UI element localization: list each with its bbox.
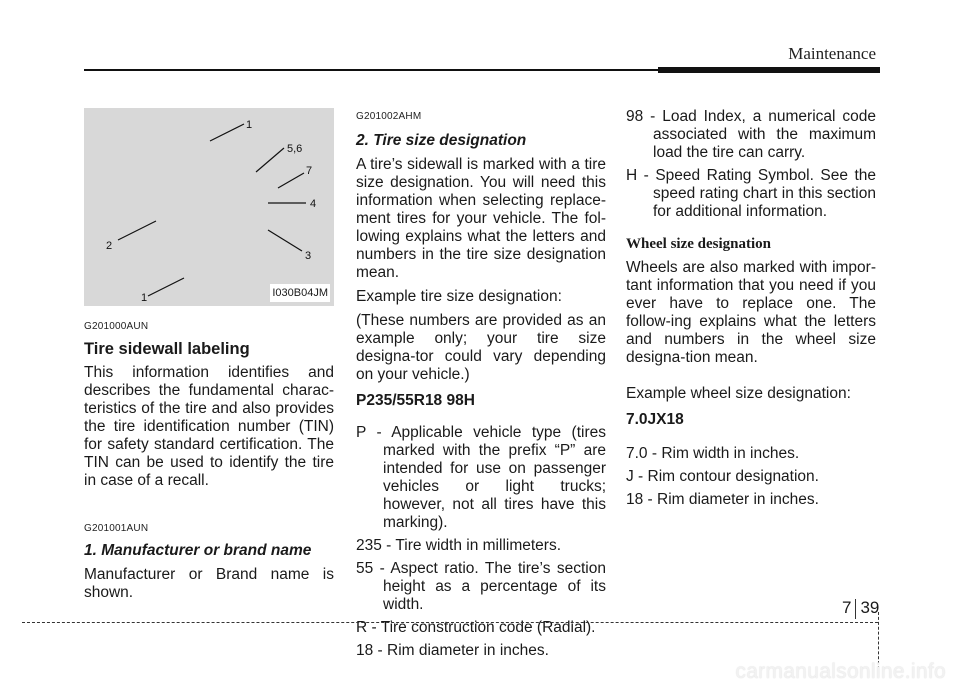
callout-label: 1 <box>246 119 253 131</box>
section-code: G201002AHM <box>356 111 422 122</box>
subsection-heading: 1. Manufacturer or brand name <box>84 542 312 559</box>
list-item: 18 - Rim diameter in inches. <box>626 491 819 508</box>
list-item: 18 - Rim diameter in inches. <box>356 642 549 659</box>
example-wheel-size: 7.0JX18 <box>626 411 684 428</box>
section-heading: Wheel size designation <box>626 236 771 252</box>
subsection-heading: 2. Tire size designation <box>356 132 527 149</box>
paragraph: Wheels are also marked with impor-tant information that you need if you ever have to replace one. The follow-ing explains what the letters and numbers in the wheel size designa-tion mean. <box>626 259 876 366</box>
callout-label: 7 <box>306 165 313 177</box>
section-code: G201000AUN <box>84 321 149 332</box>
tire-sidewall-figure <box>84 108 334 306</box>
paragraph: Example tire size designation: <box>356 288 562 305</box>
section-heading: Tire sidewall labeling <box>84 340 250 358</box>
paragraph: Manufacturer or Brand name is shown. <box>84 566 334 601</box>
paragraph: (These numbers are provided as an example only; your tire size designa-tor could vary depending on your vehicle.) <box>356 312 606 383</box>
column-middle <box>356 108 606 660</box>
callout-line <box>268 230 302 251</box>
list-item: 7.0 - Rim width in inches. <box>626 445 800 462</box>
column-right <box>626 108 876 509</box>
paragraph: Example wheel size designation: <box>626 385 851 402</box>
callout-label: 2 <box>106 240 113 252</box>
list-item: H - Speed Rating Symbol. See the speed rating chart in this section for additional information. <box>626 167 876 220</box>
chapter-number: 7 <box>842 598 852 617</box>
callout-label: 4 <box>310 198 317 210</box>
callout-line <box>278 173 304 188</box>
callout-line <box>118 221 156 240</box>
watermark[interactable]: carmanualsonline.info <box>735 660 946 683</box>
paragraph: This information identifies and describes the fundamental charac-teristics of the tire and also provides the tire identification number (TIN) for safety standard certification. The TIN can be used to identify the tire in case of a recall. <box>84 364 334 489</box>
footer-rule <box>22 622 878 623</box>
callout-label: 1 <box>141 292 148 304</box>
example-tire-size: P235/55R18 98H <box>356 392 475 409</box>
page-number-value: 39 <box>860 598 880 617</box>
callout-label: 5,6 <box>287 143 303 155</box>
list-item: R - Tire construction code (Radial). <box>356 619 596 636</box>
figure-code: I030B04JM <box>270 284 330 302</box>
page-number-separator <box>855 599 856 619</box>
tire-sidewall-diagram <box>84 108 334 306</box>
section-code: G201001AUN <box>84 523 149 534</box>
column-left <box>84 108 334 602</box>
page-number <box>842 598 879 619</box>
callout-line <box>148 278 184 296</box>
page-section-title: Maintenance <box>788 44 876 63</box>
callout-line <box>210 124 244 141</box>
list-item: 235 - Tire width in millimeters. <box>356 537 562 554</box>
list-item: J - Rim contour designation. <box>626 468 819 485</box>
callout-line <box>256 148 284 172</box>
list-item: 98 - Load Index, a numerical code associated with the maximum load the tire can carry. <box>626 108 876 161</box>
header-rule-accent <box>658 67 880 73</box>
paragraph: A tire’s sidewall is marked with a tire size designation. You will need this information when selecting replace-ment tires for your vehicle. The fol-lowing explains what the letters and numbers in the tire size designation mean. <box>356 156 606 281</box>
list-item: P - Applicable vehicle type (tires marked with the prefix “P” are intended for use on passenger vehicles or light trucks; however, not all tires have this marking). <box>356 424 606 531</box>
callout-label: 3 <box>305 250 312 262</box>
list-item: 55 - Aspect ratio. The tire’s section height as a percentage of its width. <box>356 560 606 613</box>
